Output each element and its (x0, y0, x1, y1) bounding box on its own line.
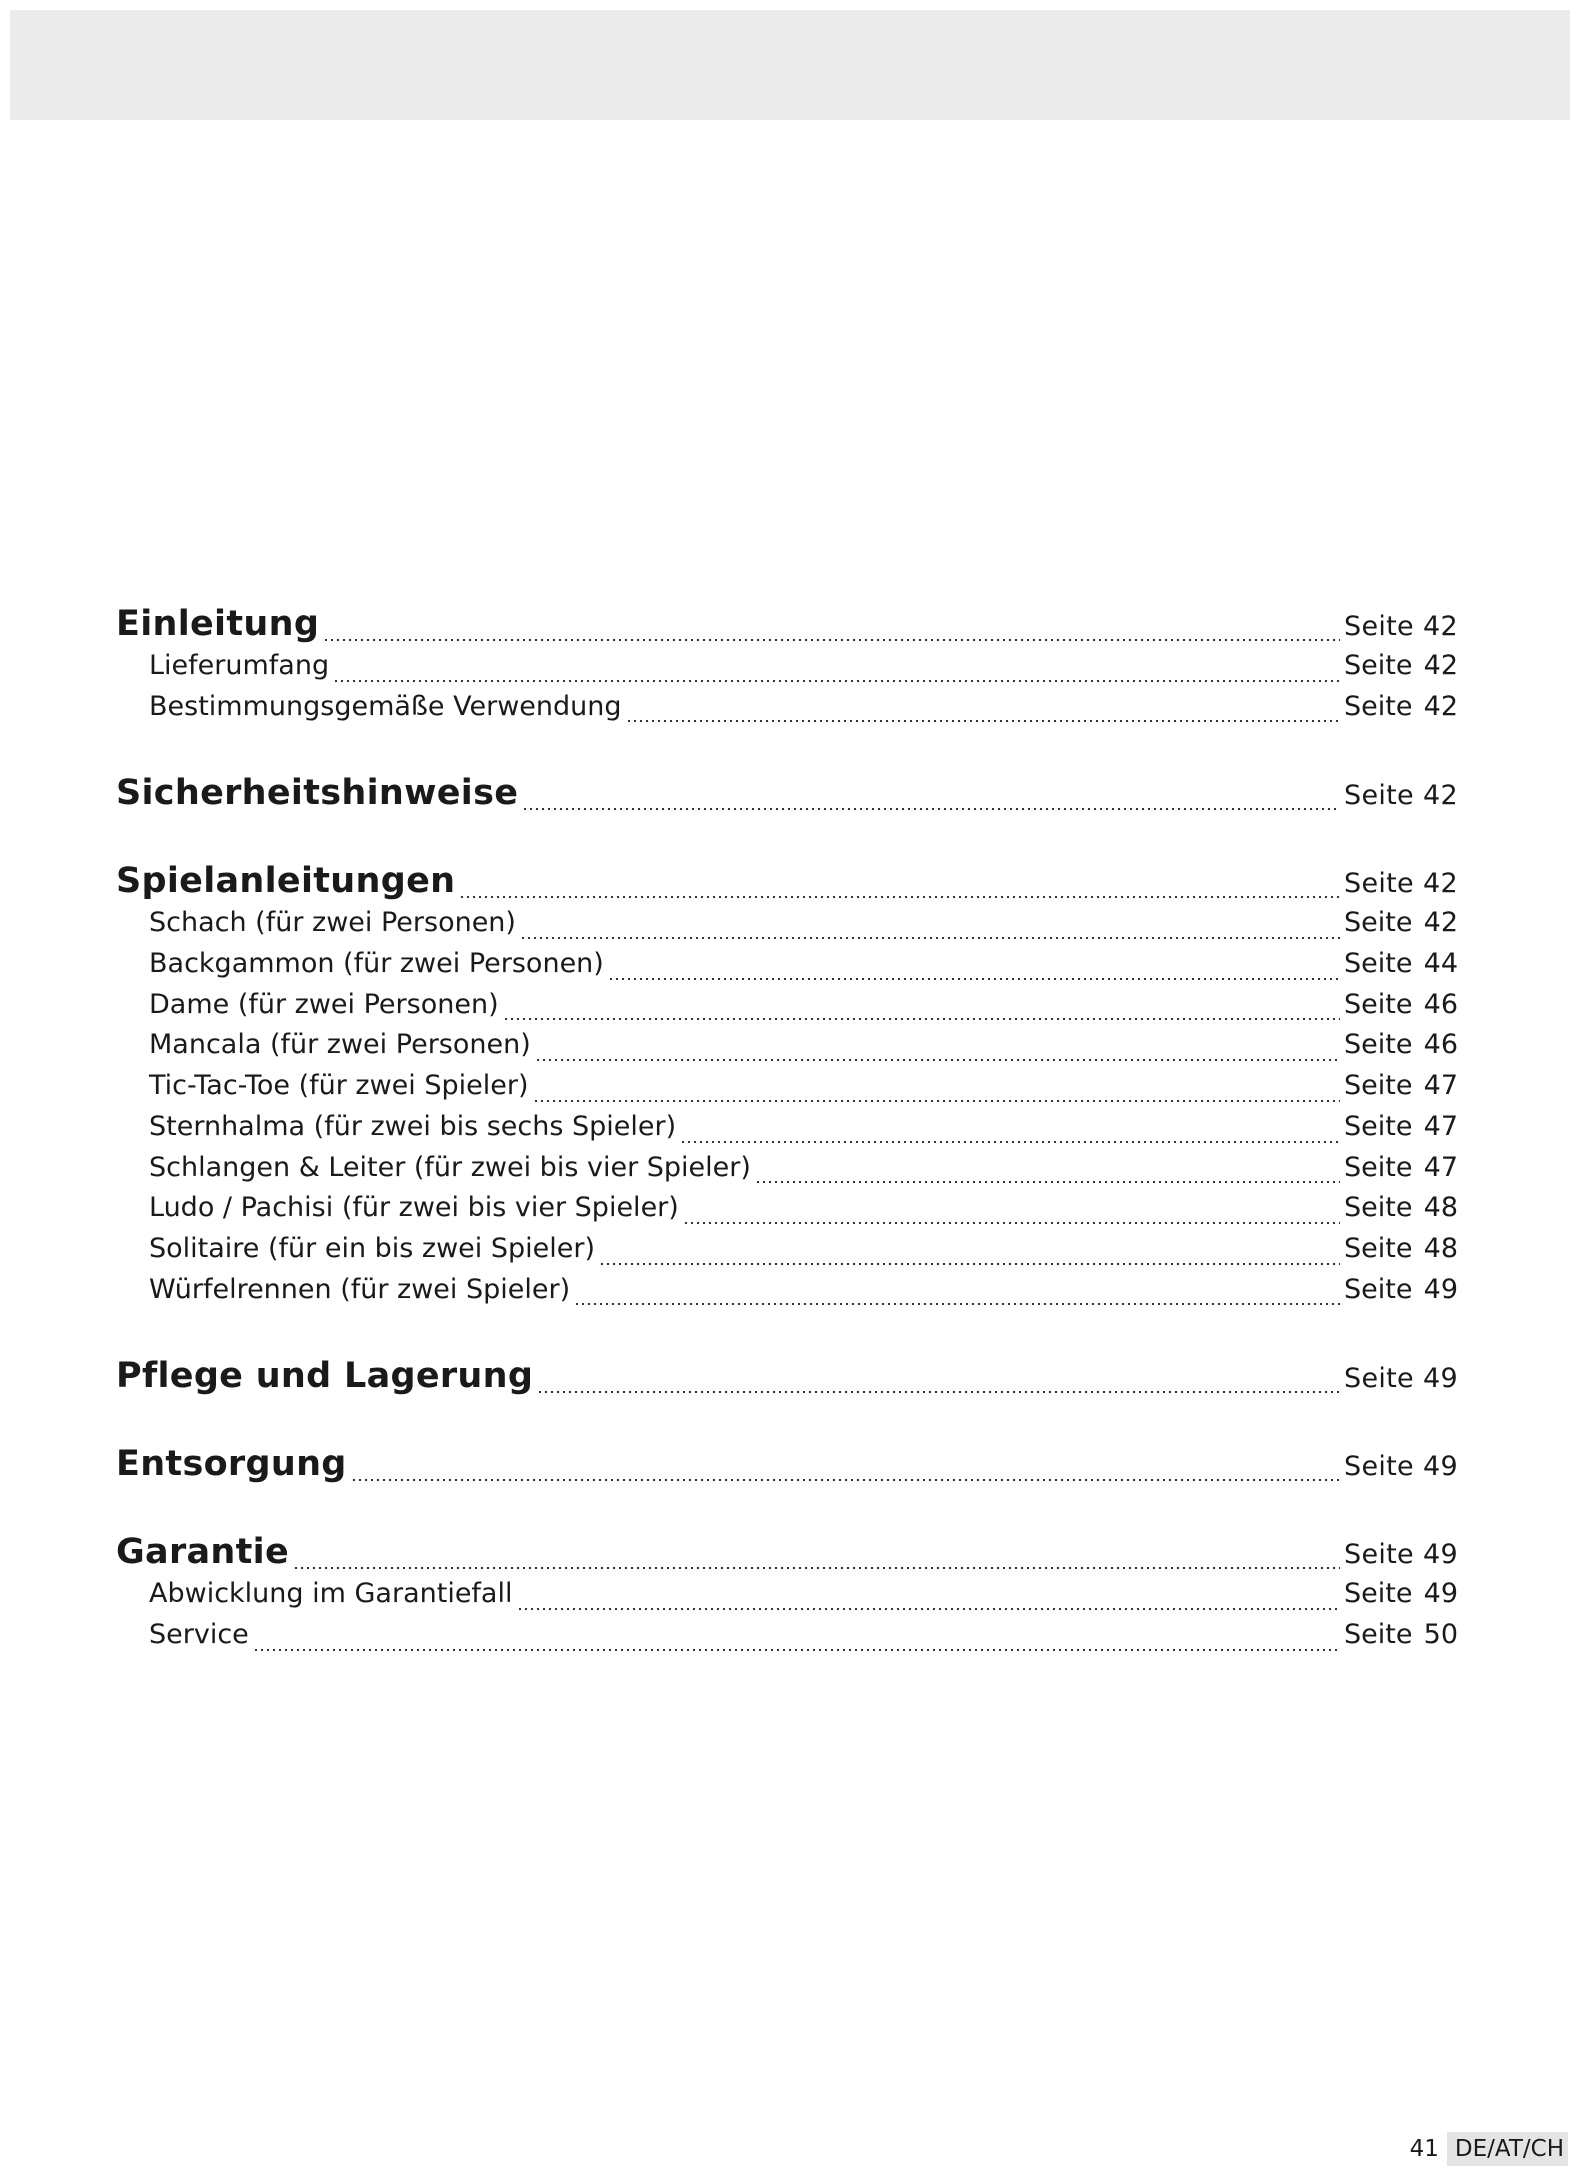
page-number: 42 (1423, 907, 1458, 939)
toc-heading-title: Einleitung (116, 604, 320, 644)
seite-label: Seite (1344, 1151, 1413, 1183)
toc-entry-bestimmungsgemaesse-verwendung[interactable] (116, 691, 1458, 732)
page-number: 42 (1423, 780, 1458, 812)
dot-leader (333, 680, 1340, 682)
dot-leader (680, 1141, 1340, 1143)
dot-leader (522, 808, 1340, 810)
page-number: 47 (1423, 1110, 1458, 1142)
toc-entry-title: Sternhalma (für zwei bis sechs Spieler) (149, 1110, 677, 1142)
page-footer (1400, 2132, 1568, 2166)
toc-entry-schlangen-leiter[interactable] (116, 1152, 1458, 1193)
seite-label: Seite (1344, 868, 1414, 900)
toc-section (116, 1444, 1458, 1490)
seite-label: Seite (1344, 690, 1413, 722)
dot-leader (323, 639, 1340, 641)
toc-entry-abwicklung-im-garantiefall[interactable] (116, 1578, 1458, 1619)
page-number: 49 (1423, 1363, 1458, 1395)
seite-label: Seite (1344, 948, 1413, 980)
page-number: 46 (1423, 1029, 1458, 1061)
toc-heading-einleitung[interactable] (116, 604, 1458, 650)
page-number: 48 (1423, 1192, 1458, 1224)
dot-leader (755, 1181, 1340, 1183)
seite-label: Seite (1344, 1618, 1413, 1650)
page-number: 49 (1423, 1273, 1458, 1305)
dot-leader (574, 1303, 1340, 1305)
toc-entry-title: Solitaire (für ein bis zwei Spieler) (149, 1232, 596, 1264)
seite-label: Seite (1344, 650, 1413, 681)
dot-leader (683, 1222, 1340, 1224)
dot-leader (533, 1100, 1341, 1102)
toc-heading-title: Pflege und Lagerung (116, 1356, 534, 1397)
toc-entry-backgammon[interactable] (116, 948, 1458, 989)
dot-leader (537, 1391, 1340, 1393)
page-number: 42 (1423, 650, 1458, 681)
toc-entry-title: Dame (für zwei Personen) (149, 988, 499, 1020)
page-number: 46 (1423, 988, 1458, 1020)
toc-heading-entsorgung[interactable] (116, 1444, 1458, 1490)
seite-label: Seite (1344, 988, 1413, 1020)
seite-label: Seite (1344, 1029, 1413, 1061)
toc-heading-title: Entsorgung (116, 1444, 347, 1485)
toc-entry-title: Schlangen & Leiter (für zwei bis vier Spieler) (149, 1151, 751, 1183)
dot-leader (626, 720, 1340, 722)
page-number: 47 (1423, 1070, 1458, 1102)
toc-entry-wuerfelrennen[interactable] (116, 1274, 1458, 1315)
seite-label: Seite (1344, 1232, 1413, 1264)
seite-label: Seite (1344, 1273, 1413, 1305)
dot-leader (459, 896, 1340, 898)
toc-entry-tic-tac-toe[interactable] (116, 1070, 1458, 1111)
seite-label: Seite (1344, 1110, 1413, 1142)
toc-entry-title: Abwicklung im Garantiefall (149, 1578, 513, 1610)
toc-section (116, 604, 1458, 731)
page-number: 44 (1423, 948, 1458, 980)
dot-leader (535, 1059, 1340, 1061)
table-of-contents (116, 604, 1458, 1660)
toc-heading-title: Garantie (116, 1532, 290, 1573)
toc-section (116, 773, 1458, 819)
page-number: 42 (1423, 611, 1458, 642)
seite-label: Seite (1344, 1539, 1414, 1571)
toc-entry-title: Bestimmungsgemäße Verwendung (149, 690, 622, 722)
page-number: 47 (1423, 1151, 1458, 1183)
header-band (10, 10, 1570, 120)
dot-leader (351, 1479, 1340, 1481)
toc-entry-dame[interactable] (116, 989, 1458, 1030)
dot-leader (520, 937, 1340, 939)
toc-entry-title: Schach (für zwei Personen) (149, 907, 516, 939)
dot-leader (608, 978, 1340, 980)
page-number: 50 (1423, 1618, 1458, 1650)
seite-label: Seite (1344, 1451, 1414, 1483)
toc-entry-title: Ludo / Pachisi (für zwei bis vier Spieler) (149, 1192, 679, 1224)
toc-heading-sicherheitshinweise[interactable] (116, 773, 1458, 819)
dot-leader (503, 1018, 1340, 1020)
toc-entry-title: Mancala (für zwei Personen) (149, 1029, 531, 1061)
seite-label: Seite (1344, 1192, 1413, 1224)
dot-leader (599, 1263, 1340, 1265)
dot-leader (517, 1608, 1341, 1610)
toc-entry-ludo-pachisi[interactable] (116, 1192, 1458, 1233)
seite-label: Seite (1344, 611, 1414, 642)
seite-label: Seite (1344, 907, 1413, 939)
toc-section (116, 1356, 1458, 1402)
toc-heading-spielanleitungen[interactable] (116, 861, 1458, 907)
footer-region-label: DE/AT/CH (1447, 2132, 1568, 2166)
seite-label: Seite (1344, 1070, 1413, 1102)
toc-entry-mancala[interactable] (116, 1029, 1458, 1070)
toc-entry-title: Lieferumfang (149, 650, 330, 681)
page-number: 49 (1423, 1451, 1458, 1483)
dot-leader (293, 1567, 1340, 1569)
toc-entry-solitaire[interactable] (116, 1233, 1458, 1274)
page-number: 42 (1423, 690, 1458, 722)
toc-section (116, 861, 1458, 1314)
toc-heading-title: Sicherheitshinweise (116, 773, 519, 814)
toc-heading-pflege-und-lagerung[interactable] (116, 1356, 1458, 1402)
toc-entry-lieferumfang[interactable] (116, 650, 1458, 691)
toc-heading-garantie[interactable] (116, 1532, 1458, 1578)
page-number: 42 (1423, 868, 1458, 900)
footer-page-number: 41 (1400, 2132, 1447, 2166)
toc-entry-title: Backgammon (für zwei Personen) (149, 948, 604, 980)
page-number: 49 (1423, 1539, 1458, 1571)
toc-section (116, 1532, 1458, 1659)
toc-entry-title: Service (149, 1618, 249, 1650)
toc-entry-schach[interactable] (116, 907, 1458, 948)
page-number: 48 (1423, 1232, 1458, 1264)
seite-label: Seite (1344, 1363, 1414, 1395)
toc-entry-service[interactable] (116, 1619, 1458, 1660)
toc-entry-title: Würfelrennen (für zwei Spieler) (149, 1273, 571, 1305)
toc-heading-title: Spielanleitungen (116, 861, 456, 902)
seite-label: Seite (1344, 780, 1414, 812)
page-number: 49 (1423, 1578, 1458, 1610)
toc-entry-sternhalma[interactable] (116, 1111, 1458, 1152)
seite-label: Seite (1344, 1578, 1413, 1610)
dot-leader (253, 1649, 1340, 1651)
toc-entry-title: Tic-Tac-Toe (für zwei Spieler) (149, 1070, 529, 1102)
